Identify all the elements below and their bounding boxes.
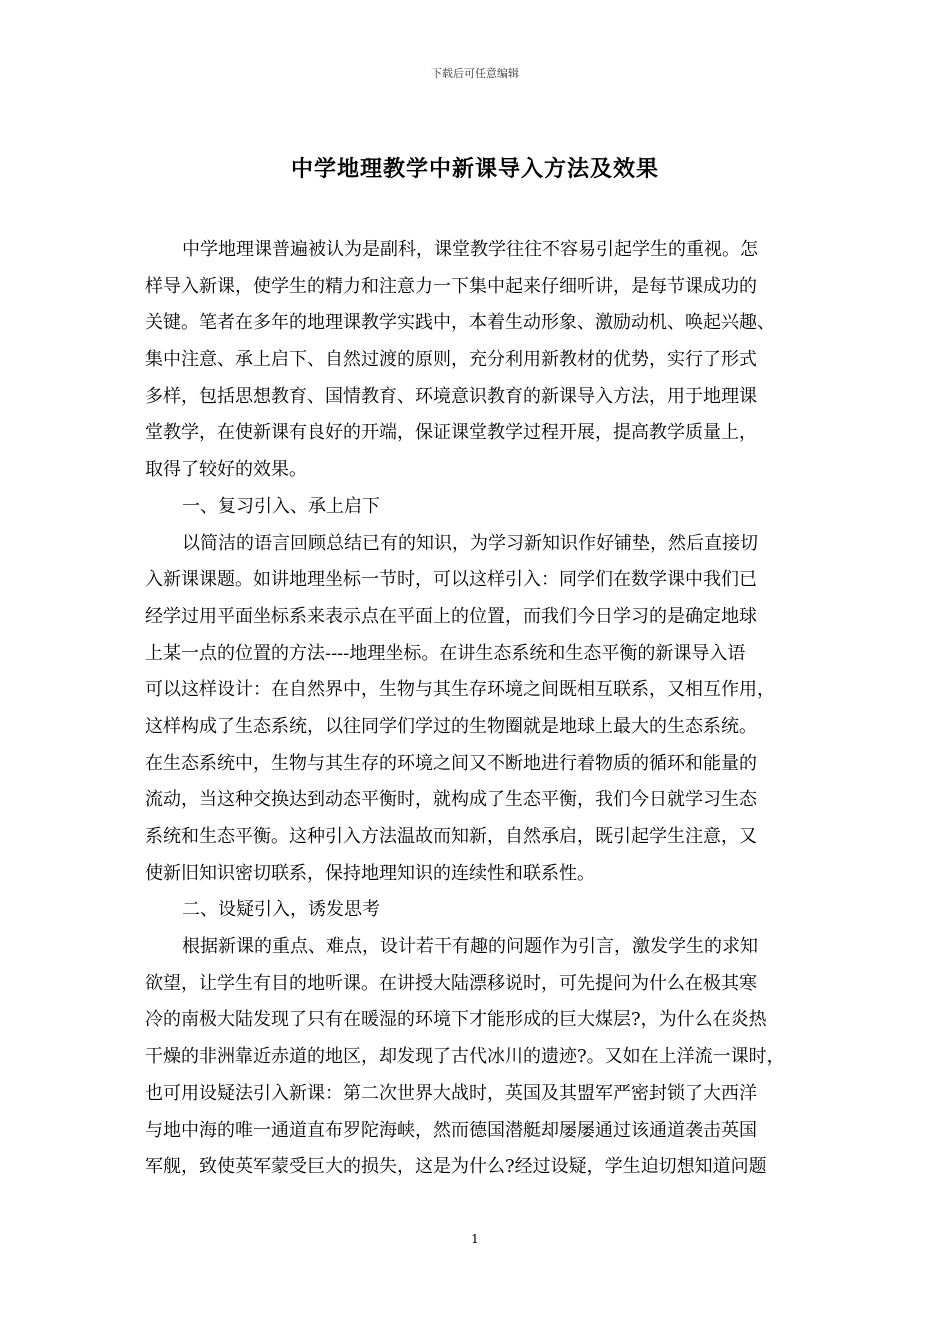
paragraph-line: 流动，当这种交换达到动态平衡时，就构成了生态平衡，我们今日就学习生态 — [145, 789, 757, 811]
paragraph-line: 在生态系统中，生物与其生存的环境之间又不断地进行着物质的循环和能量的 — [145, 752, 757, 774]
paragraph-line: 集中注意、承上启下、自然过渡的原则，充分利用新教材的优势，实行了形式 — [145, 349, 757, 371]
paragraph-line: 使新旧知识密切联系，保持地理知识的连续性和联系性。 — [145, 862, 595, 884]
document-body — [145, 232, 807, 1186]
paragraph-line: 冷的南极大陆发现了只有在暖湿的环境下才能形成的巨大煤层?，为什么在炎热 — [145, 1009, 767, 1031]
paragraph-line: 以简洁的语言回顾总结已有的知识，为学习新知识作好铺垫，然后直接切 — [182, 532, 758, 554]
paragraph-line: 可以这样设计：在自然界中，生物与其生存环境之间既相互联系，又相互作用， — [145, 679, 775, 701]
paragraph-line: 入新课课题。如讲地理坐标一节时，可以这样引入：同学们在数学课中我们已 — [145, 569, 757, 591]
paragraph-line: 中学地理课普遍被认为是副科，课堂教学往往不容易引起学生的重视。怎 — [182, 239, 758, 260]
paragraph-line: 上某一点的位置的方法----地理坐标。在讲生态系统和生态平衡的新课导入语 — [145, 642, 746, 664]
section-heading: 二、设疑引入，诱发思考 — [182, 899, 380, 921]
paragraph-line: 关键。笔者在多年的地理课教学实践中，本着生动形象、激励动机、唤起兴趣、 — [145, 312, 775, 334]
paragraph-line: 系统和生态平衡。这种引入方法温故而知新，自然承启，既引起学生注意，又 — [145, 826, 757, 847]
document-title: 中学地理教学中新课导入方法及效果 — [290, 157, 659, 182]
paragraph-line: 经学过用平面坐标系来表示点在平面上的位置，而我们今日学习的是确定地球 — [145, 605, 757, 627]
paragraph-line: 与地中海的唯一通道直布罗陀海峡，然而德国潜艇却屡屡通过该通道袭击英国 — [145, 1119, 757, 1141]
section-heading: 一、复习引入、承上启下 — [182, 495, 380, 517]
paragraph-line: 也可用设疑法引入新课：第二次世界大战时，英国及其盟军严密封锁了大西洋 — [145, 1082, 757, 1104]
paragraph-line: 堂教学，在使新课有良好的开端，保证课堂教学过程开展，提高教学质量上， — [145, 422, 757, 444]
paragraph-line: 多样，包括思想教育、国情教育、环境意识教育的新课导入方法，用于地理课 — [145, 385, 757, 407]
page-number: 1 — [471, 1232, 479, 1246]
paragraph-line: 这样构成了生态系统，以往同学们学过的生物圈就是地球上最大的生态系统。 — [145, 715, 757, 737]
paragraph-line: 根据新课的重点、难点，设计若干有趣的问题作为引言，激发学生的求知 — [182, 936, 758, 958]
paragraph-line: 军舰，致使英军蒙受巨大的损失，这是为什么?经过设疑，学生迫切想知道问题 — [145, 1156, 767, 1178]
paragraph-line: 取得了较好的效果。 — [145, 459, 307, 481]
paragraph-line: 欲望，让学生有目的地听课。在讲授大陆漂移说时，可先提问为什么在极其寒 — [145, 972, 757, 994]
paragraph-line: 干燥的非洲靠近赤道的地区，却发现了古代冰川的遗迹?。又如在上洋流一课时， — [145, 1046, 785, 1068]
paragraph-line: 样导入新课，使学生的精力和注意力一下集中起来仔细听讲，是每节课成功的 — [145, 275, 757, 297]
header-note: 下载后可任意编辑 — [431, 67, 519, 80]
